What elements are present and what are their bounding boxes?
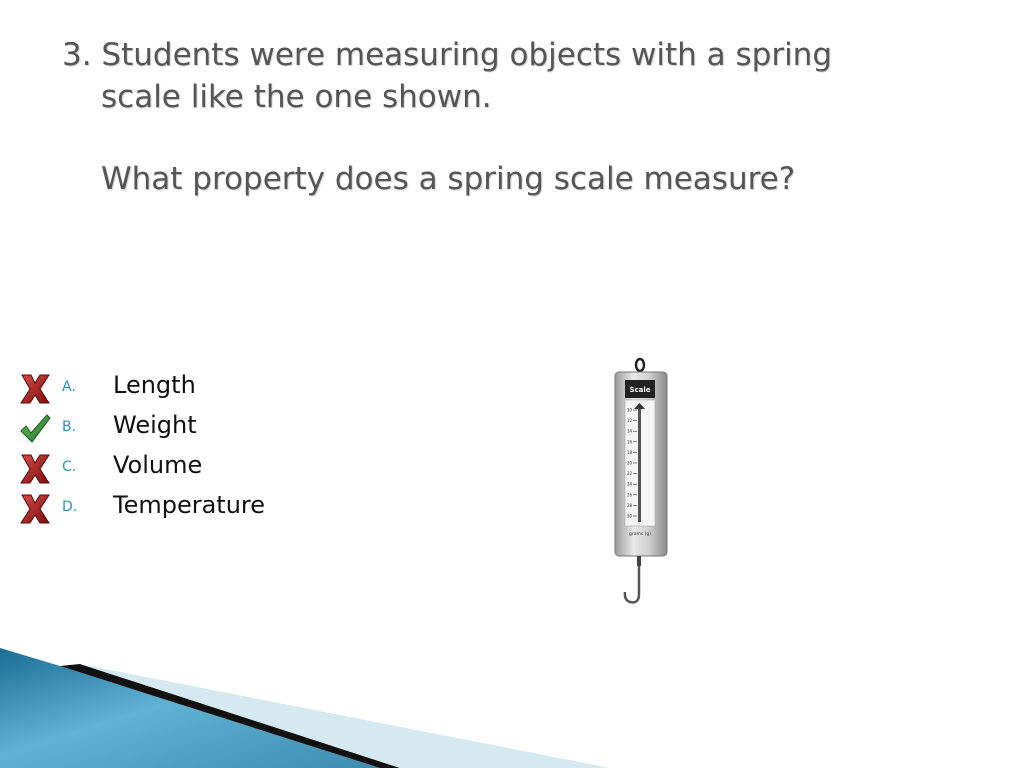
x-icon bbox=[18, 492, 52, 526]
scale-top-ring bbox=[636, 359, 644, 371]
x-icon bbox=[18, 372, 52, 406]
option-letter: C. bbox=[62, 459, 77, 475]
question-line-1: 3. Students were measuring objects with a spring bbox=[62, 37, 833, 73]
question-line-3: What property does a spring scale measure? bbox=[101, 161, 796, 197]
scale-tick-label: 28 bbox=[627, 502, 633, 508]
question-text bbox=[62, 34, 962, 200]
option-label: Weight bbox=[113, 411, 197, 439]
option-letter: A. bbox=[62, 379, 76, 395]
scale-tick-label: 26 bbox=[627, 492, 633, 498]
decorative-swoosh bbox=[0, 630, 1024, 768]
scale-tick-label: 18 bbox=[627, 449, 633, 455]
question-line-2: scale like the one shown. bbox=[101, 79, 492, 115]
scale-tick-label: 30 bbox=[627, 513, 633, 519]
option-a[interactable] bbox=[18, 368, 338, 408]
scale-tick-label: 12 bbox=[627, 418, 633, 424]
scale-hook-stem bbox=[637, 556, 641, 566]
option-d[interactable] bbox=[18, 488, 338, 528]
hook-icon bbox=[625, 566, 639, 602]
scale-tick-label: 24 bbox=[627, 481, 633, 487]
scale-units: grams (g) bbox=[629, 532, 651, 537]
scale-tick-label: 16 bbox=[627, 439, 633, 445]
option-label: Temperature bbox=[113, 491, 266, 519]
option-label: Length bbox=[113, 371, 196, 399]
check-icon bbox=[18, 412, 52, 446]
option-letter: B. bbox=[62, 419, 77, 435]
option-b[interactable] bbox=[18, 408, 338, 448]
scale-tick-label: 22 bbox=[627, 471, 633, 477]
option-c[interactable] bbox=[18, 448, 338, 488]
answer-options bbox=[18, 368, 338, 528]
scale-tick-label: 10 bbox=[627, 407, 633, 413]
scale-tick-label: 14 bbox=[627, 428, 633, 434]
x-icon bbox=[18, 452, 52, 486]
option-letter: D. bbox=[62, 499, 78, 515]
scale-label: Scale bbox=[629, 386, 651, 394]
spring-scale-illustration bbox=[606, 354, 670, 610]
scale-tick-label: 20 bbox=[627, 460, 633, 466]
option-label: Volume bbox=[113, 451, 203, 479]
